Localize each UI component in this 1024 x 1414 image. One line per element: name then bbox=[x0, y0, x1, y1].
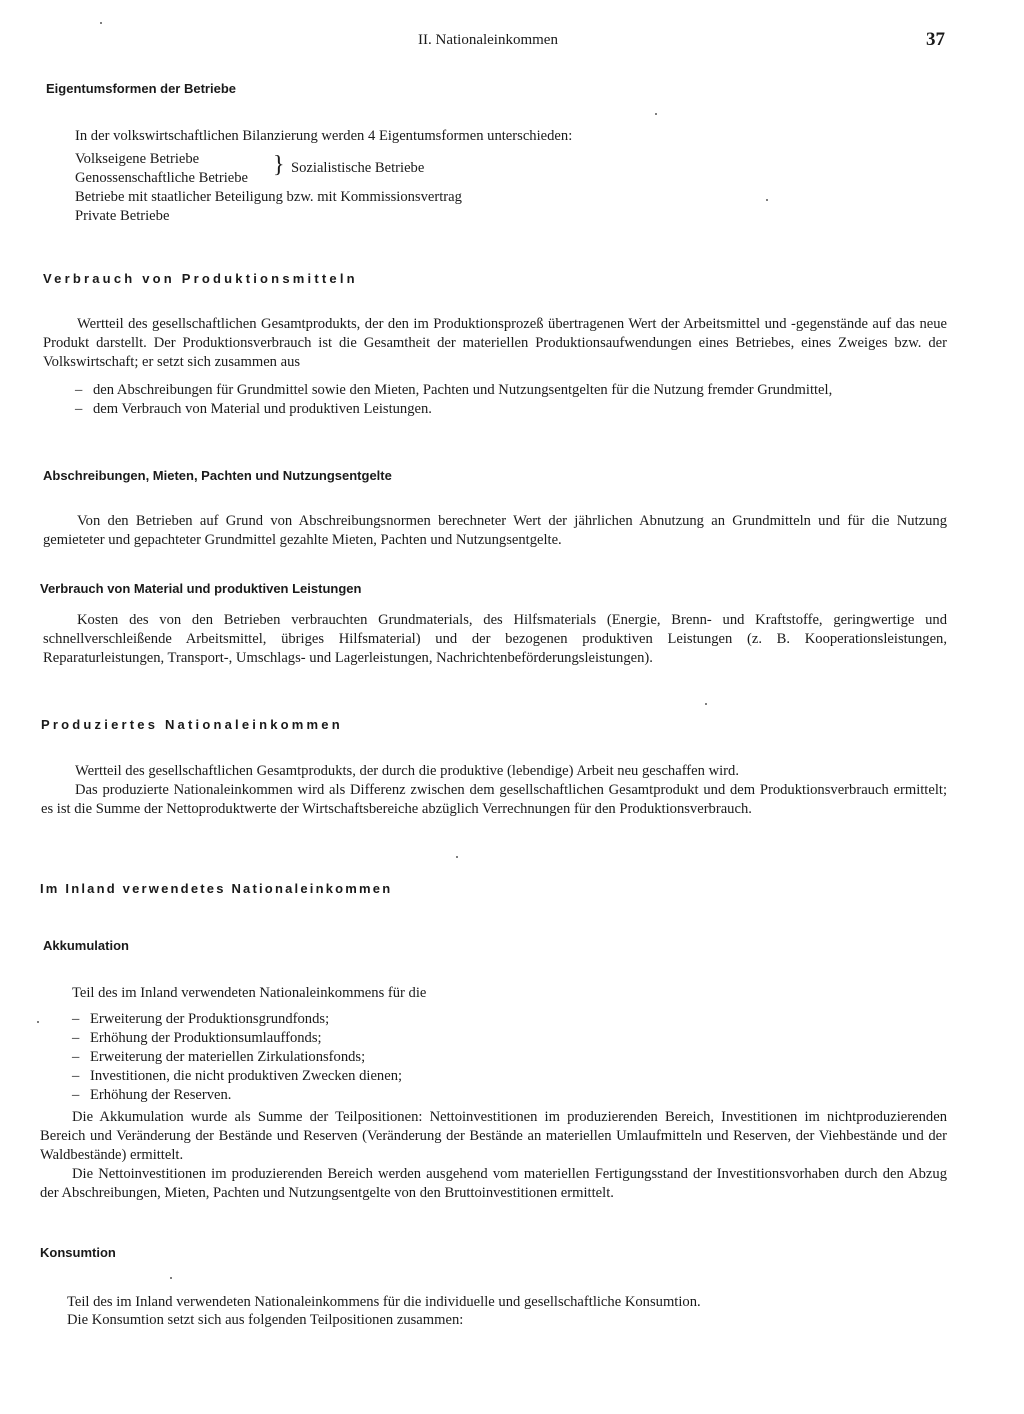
verbrauch-paragraph: Wertteil des gesellschaftlichen Gesamtprodukts, der den im Produktionsprozeß übertragenen Wert der Arbeitsmittel und -gegenstände auf das neue Produkt darstellt. Der Produktionsverbrauch ist die Gesamtheit der materiellen Produktionsaufwendungen eines Betriebes, eines Zweiges bzw. der Volkswirtschaft; er setzt sich zusammen aus bbox=[43, 316, 947, 370]
list-item: – Erweiterung der Produktionsgrundfonds; bbox=[72, 1011, 330, 1027]
heading-verbrauch-produktionsmittel: Verbrauch von Produktionsmitteln bbox=[43, 271, 358, 286]
heading-produziertes-nationaleinkommen: Produziertes Nationaleinkommen bbox=[41, 717, 343, 732]
abschreibungen-paragraph: Von den Betrieben auf Grund von Abschreibungsnormen berechneter Wert der jährlichen Abnutzung an Grundmitteln und für die Nutzung gemieteter und gepachteter Grundmittel gezahlte Mieten, Pachten und Nutzungsentgelte. bbox=[43, 513, 947, 548]
heading-verbrauch-material: Verbrauch von Material und produktiven Leistungen bbox=[40, 581, 362, 596]
produziert-line1: Wertteil des gesellschaftlichen Gesamtprodukts, der durch die produktive (lebendige) Arbeit neu geschaffen wird. bbox=[75, 763, 739, 779]
list-item: – dem Verbrauch von Material und produktiven Leistungen. bbox=[75, 401, 432, 417]
scan-speck bbox=[655, 113, 657, 115]
eigentum-group-label: Sozialistische Betriebe bbox=[291, 160, 425, 176]
akkumulation-paragraph-3: Die Nettoinvestitionen im produzierenden Bereich werden ausgehend vom materiellen Fertigungsstand der Investitionsvorhaben durch den Abzug der Abschreibungen, Mieten, Pachten und Nutzungsentgelte von den Bruttoinvestitionen ermittelt. bbox=[40, 1166, 947, 1201]
eigentum-item-staatlich: Betriebe mit staatlicher Beteiligung bzw. mit Kommissionsvertrag bbox=[75, 189, 462, 205]
list-item: – Erhöhung der Produktionsumlauffonds; bbox=[72, 1030, 322, 1046]
eigentum-intro: In der volkswirtschaftlichen Bilanzierung werden 4 Eigentumsformen unterschieden: bbox=[75, 128, 573, 144]
konsumtion-line2: Die Konsumtion setzt sich aus folgenden Teilpositionen zusammen: bbox=[67, 1312, 464, 1328]
heading-abschreibungen: Abschreibungen, Mieten, Pachten und Nutzungsentgelte bbox=[43, 468, 392, 483]
eigentum-item-volkseigene: Volkseigene Betriebe bbox=[75, 151, 200, 167]
konsumtion-line1: Teil des im Inland verwendeten Nationaleinkommens für die individuelle und gesellschaftliche Konsumtion. bbox=[67, 1294, 701, 1310]
akkumulation-intro: Teil des im Inland verwendeten Nationaleinkommens für die bbox=[72, 985, 427, 1001]
eigentum-item-private: Private Betriebe bbox=[75, 208, 170, 224]
produziert-paragraph: Das produzierte Nationaleinkommen wird als Differenz zwischen dem gesellschaftlichen Gesamtprodukt und dem Produktionsverbrauch ermittelt; es ist die Summe der Nettoproduktwerte der Wirtschaftsbereiche abzüglich Verrechnungen für den Produktionsverbrauch. bbox=[41, 782, 947, 817]
scan-speck bbox=[100, 22, 102, 24]
scan-speck bbox=[170, 1277, 172, 1279]
list-item: – Erweiterung der materiellen Zirkulationsfonds; bbox=[72, 1049, 366, 1065]
heading-eigentumsformen: Eigentumsformen der Betriebe bbox=[46, 81, 236, 96]
list-item: – den Abschreibungen für Grundmittel sowie den Mieten, Pachten und Nutzungsentgelten für die Nutzung fremder Grundmittel, bbox=[75, 382, 833, 398]
list-item: – Erhöhung der Reserven. bbox=[72, 1087, 232, 1103]
scan-speck bbox=[766, 199, 768, 201]
heading-konsumtion: Konsumtion bbox=[40, 1245, 116, 1260]
verbrauch-list bbox=[75, 381, 832, 419]
scan-speck bbox=[456, 856, 458, 858]
material-paragraph: Kosten des von den Betrieben verbrauchten Grundmaterials, des Hilfsmaterials (Energie, Brenn- und Kraftstoffe, geringwertige und schnellverschleißende Arbeitsmittel, übriges Hilfsmaterial) und der bezogenen produktiven Leistungen (z. B. Kooperationsleistungen, Reparaturleistungen, Transport-, Umschlags- und Lagerleistungen, Nachrichtenbeförderungsleistungen). bbox=[43, 612, 947, 666]
list-item: – Investitionen, die nicht produktiven Zwecken dienen; bbox=[72, 1068, 403, 1084]
akkumulation-list bbox=[72, 1010, 402, 1105]
running-header: II. Nationaleinkommen bbox=[418, 32, 558, 48]
akkumulation-paragraph-2: Die Akkumulation wurde als Summe der Teilpositionen: Nettoinvestitionen im produzierenden Bereich, Investitionen im nichtproduzierenden Bereich und Veränderung der Bestände und Reserven (Veränderung der Bestände an materiellen Umlaufmitteln und Reserven, der Viehbestände und der Waldbestände) ermittelt. bbox=[40, 1109, 947, 1163]
page-number: 37 bbox=[926, 29, 945, 50]
eigentum-item-genossenschaftliche: Genossenschaftliche Betriebe bbox=[75, 170, 249, 186]
scan-speck bbox=[705, 703, 707, 705]
brace-symbol: } bbox=[273, 152, 285, 178]
scan-speck bbox=[37, 1021, 39, 1023]
heading-verwendetes-nationaleinkommen: Im Inland verwendetes Nationaleinkommen bbox=[40, 881, 393, 896]
heading-akkumulation: Akkumulation bbox=[43, 938, 129, 953]
